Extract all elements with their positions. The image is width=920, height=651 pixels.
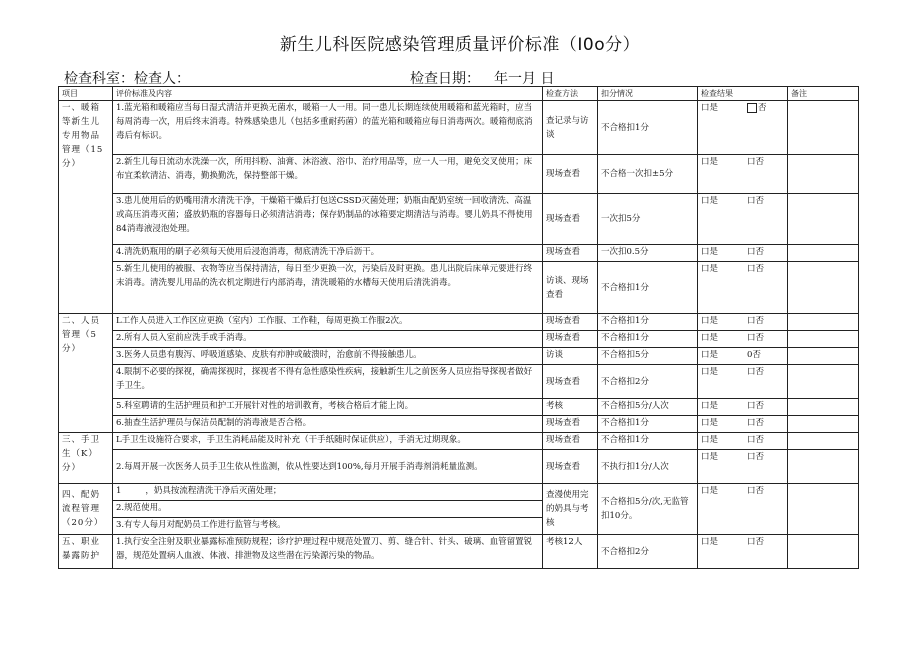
row-11-method: 现场查看 — [543, 416, 598, 433]
row-8-check: 口是 0否 — [698, 348, 788, 365]
row-2-text: 2.新生儿每日流动水洗澡一次，所用抖粉、油膏、沐浴液、浴巾、治疗用品等，应一人一用，避免交叉使用；床布宜柔软清洁、消毒，勤换勤洗，保持整部干燥。 — [113, 155, 543, 194]
no-checkbox[interactable] — [747, 103, 757, 113]
row-17-method: 考核12人 — [543, 535, 598, 569]
row-8-method: 访谈 — [543, 348, 598, 365]
row-1-method: 查记录与访谈 — [543, 101, 598, 155]
row-7-deduct: 不合格扣1分 — [598, 331, 698, 348]
row-1-deduct: 不合格扣1分 — [598, 101, 698, 155]
table-row — [59, 194, 859, 245]
col-standard: 评价标准及内容 — [113, 87, 543, 101]
col-result: 检查结果 — [698, 87, 788, 101]
row-14-text: 1 ，奶具按流程清洗干净后灭菌处理； — [113, 484, 543, 501]
table-row — [59, 484, 859, 501]
table-row — [59, 535, 859, 569]
row-3-check: 口是 口否 — [698, 194, 788, 245]
row-7-check: 口是 口否 — [698, 331, 788, 348]
row-5-note — [788, 262, 859, 314]
row-2-deduct: 不合格一次扣±5分 — [598, 155, 698, 194]
row-2-check: 口是 口否 — [698, 155, 788, 194]
row-5-deduct: 不合格扣1分 — [598, 262, 698, 314]
table-header-row — [59, 87, 859, 101]
section-1: 一、暖箱等新生儿专用物品管理（15分） — [59, 101, 113, 314]
table-row — [59, 348, 859, 365]
row-10-check: 口是 口否 — [698, 399, 788, 416]
table-row — [59, 262, 859, 314]
row-3-deduct: 一次扣5分 — [598, 194, 698, 245]
table-row — [59, 365, 859, 399]
row-4-text: 4.清洗奶瓶用的刷子必须每天使用后浸泡消毒，彻底清洗干净后沥干。 — [113, 245, 543, 262]
row-14-deduct: 不合格扣5分/次,无监管扣10分。 — [598, 484, 698, 535]
table-row — [59, 450, 859, 484]
row-5-text: 5.新生儿使用的被服、衣物等应当保持清洁，每日至少更换一次，污染后及时更换。患儿出院后床单元要进行终末消毒。清洗婴儿用品的洗衣机定期进行内部消毒，清洗暖箱的水槽每天使用后清洗消毒。 — [113, 262, 543, 314]
row-13-method: 现场查看 — [543, 450, 598, 484]
row-12-deduct: 不合格扣1分 — [598, 433, 698, 450]
table-row — [59, 245, 859, 262]
row-10-method: 考核 — [543, 399, 598, 416]
section-4: 四、配奶流程管理（20分） — [59, 484, 113, 535]
row-11-check: 口是 口否 — [698, 416, 788, 433]
row-4-check: 口是 口否 — [698, 245, 788, 262]
row-13-note — [788, 450, 859, 484]
row-14-method: 查漫使用完的奶具与考核 — [543, 484, 598, 535]
col-deduction: 扣分情况 — [598, 87, 698, 101]
row-9-text: 4.限制不必要的探视，确需探视时，探视者不得有急性感染性疾病，接触新生儿之前医务人员应指导探视者做好手卫生。 — [113, 365, 543, 399]
row-6-check: 口是 口否 — [698, 314, 788, 331]
row-3-text: 3.患儿使用后的奶嘴用清水清洗干净，干燥箱干燥后打包送CSSD灭菌处理；奶瓶由配奶室统一回收清洗、高温或高压消毒灭菌；盛放奶瓶的容器每日必须清洁消毒；保存奶制品的冰箱要定期清洁与消毒。婴儿奶具不得使用84消毒液浸泡处理。 — [113, 194, 543, 245]
row-4-deduct: 一次扣0.5分 — [598, 245, 698, 262]
row-11-text: 6.抽查生活护理员与保洁员配制的消毒液是否合格。 — [113, 416, 543, 433]
row-17-check: 口是 口否 — [698, 535, 788, 569]
row-11-deduct: 不合格扣1分 — [598, 416, 698, 433]
row-9-method: 现场查看 — [543, 365, 598, 399]
row-6-note — [788, 314, 859, 331]
row-16-text: 3.有专人每月对配奶员工作进行监管与考核。 — [113, 518, 543, 535]
row-14-check: 口是 口否 — [698, 484, 788, 535]
row-8-deduct: 不合格扣5分 — [598, 348, 698, 365]
row-12-method: 现场查看 — [543, 433, 598, 450]
col-note: 备注 — [788, 87, 859, 101]
row-2-method: 现场查看 — [543, 155, 598, 194]
row-9-note — [788, 365, 859, 399]
table-row — [59, 101, 859, 155]
col-method: 检查方法 — [543, 87, 598, 101]
dept-inspector-label: 检查科室：检查人： — [64, 71, 190, 87]
row-10-text: 5.科室聘请的生活护理员和护工开展针对性的培训教育，考核合格后才能上岗。 — [113, 399, 543, 416]
date-label: 检查日期： — [410, 71, 480, 87]
evaluation-table — [58, 86, 859, 569]
row-10-deduct: 不合格扣5分/人次 — [598, 399, 698, 416]
page-title: 新生儿科医院感染管理质量评价标准（I0o分） — [279, 35, 641, 55]
row-5-method: 访谈、现场查看 — [543, 262, 598, 314]
table-row — [59, 399, 859, 416]
row-12-note — [788, 433, 859, 450]
row-4-note — [788, 245, 859, 262]
row-7-note — [788, 331, 859, 348]
row-7-text: 2.所有人员入室前应洗手或手消毒。 — [113, 331, 543, 348]
section-5: 五、职业暴露防护 — [59, 535, 113, 569]
row-11-note — [788, 416, 859, 433]
row-14-note — [788, 484, 859, 535]
row-17-deduct: 不合格扣2分 — [598, 535, 698, 569]
row-6-text: L工作人员进入工作区应更换（室内）工作服、工作鞋，每周更换工作服2次。 — [113, 314, 543, 331]
table-row — [59, 433, 859, 450]
row-6-deduct: 不合格扣1分 — [598, 314, 698, 331]
date-placeholder: 年一月 日 — [494, 71, 555, 87]
col-item: 项目 — [59, 87, 113, 101]
row-4-method: 现场查看 — [543, 245, 598, 262]
table-row — [59, 155, 859, 194]
table-row — [59, 331, 859, 348]
row-13-deduct: 不执行扣1分/人次 — [598, 450, 698, 484]
section-3: 三、手卫生（K）分） — [59, 433, 113, 484]
row-13-text: 2.每周开展一次医务人员手卫生依从性监测，依从性要达到100%,每月开展手消毒剂消耗量监测。 — [113, 450, 543, 484]
row-1-note — [788, 101, 859, 155]
table-row — [59, 416, 859, 433]
section-2: 二、人员管理（5分） — [59, 314, 113, 433]
row-12-text: L手卫生设施符合要求，手卫生消耗品能及时补充（干手纸随时保证供应），手消无过期现象。 — [113, 433, 543, 450]
row-5-check: 口是 口否 — [698, 262, 788, 314]
row-2-note — [788, 155, 859, 194]
row-3-note — [788, 194, 859, 245]
row-15-text: 2.规范使用。 — [113, 501, 543, 518]
row-12-check: 口是 口否 — [698, 433, 788, 450]
row-1-check: 口是 否 — [698, 101, 788, 155]
table-row — [59, 314, 859, 331]
row-13-check: 口是 口否 — [698, 450, 788, 484]
row-17-text: 1.执行安全注射及职业暴露标准预防规程；诊疗护理过程中规范处置刀、剪、缝合针、针头、破璃、血管留置锐器，规范处置病人血液、体液、排泄物及这些潜在污染源污染的物品。 — [113, 535, 543, 569]
row-9-check: 口是 口否 — [698, 365, 788, 399]
row-7-method: 现场查看 — [543, 331, 598, 348]
row-10-note — [788, 399, 859, 416]
row-1-text: 1.蓝光箱和暖箱应当每日湿式清洁并更换无菌水，暖箱一人一用。同一患儿长期连续使用暖箱和蓝光箱时，应当每周消毒一次，用后终末消毒。特殊感染患儿（包括多重耐药菌）的蓝光箱和暖箱应每日消毒两次。暖箱彻底消毒后有标识。 — [113, 101, 543, 155]
row-8-note — [788, 348, 859, 365]
row-8-text: 3.医务人员患有腹泻、呼吸道感染、皮肤有疖肿或破溃时，治愈前不得接触患儿。 — [113, 348, 543, 365]
row-9-deduct: 不合格扣2分 — [598, 365, 698, 399]
row-17-note — [788, 535, 859, 569]
row-6-method: 现场查看 — [543, 314, 598, 331]
row-3-method: 现场查看 — [543, 194, 598, 245]
